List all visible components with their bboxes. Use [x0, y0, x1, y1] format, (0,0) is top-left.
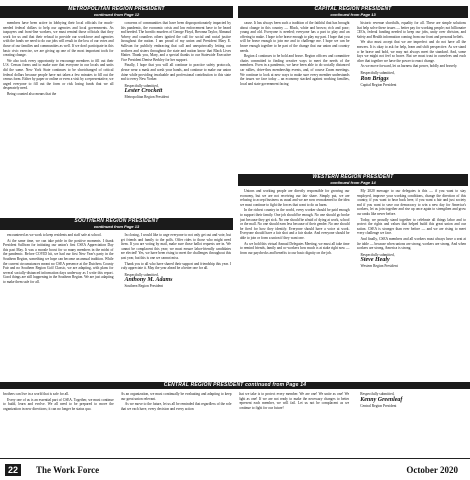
- section-continued: continued from Page 13: [93, 224, 140, 229]
- paragraph: Thank you to all who have shared their support and friendship this year. I truly appreciate it. May the year ahead be a better one for all.: [120, 261, 231, 271]
- paragraph: Unions and working people are directly responsible for growing our economy, but we are not receiving our fair share. Simply put, we are refusing to accept business as usual and we are now reawakened to the idea we must continue to fight the forces that want to do us harm.: [240, 189, 350, 207]
- signoff: Respectfully submitted,: [360, 252, 395, 257]
- paragraph: As we hold this virtual Annual Delegates Meeting, we must all take time to remind friends, family and co-workers how much is at stake right now — from our paychecks and benefits to our basic dignity on the job.: [240, 241, 350, 255]
- paragraph: As we move to the future, let us all be reminded that regardless of the role that we each have, every decision and every action: [120, 402, 232, 411]
- page-number: 22: [5, 464, 21, 476]
- signature-title: Metropolitan Region President: [124, 95, 169, 100]
- section-title: CAPITAL REGION PRESIDENT: [314, 6, 392, 12]
- article-column: [121, 233, 232, 377]
- paragraph: We also took every opportunity to encourage members to fill out their U.S. Census forms and to make sure that everyone in our locals and units did the same. New York State continues to be shortchanged of critical federal dollars because people have not taken a few minutes to fill out the census form. Either by paper or online or even a visit by a representative, we urged everyone to fill out the form or risk losing funds that we all desperately need.: [3, 58, 114, 91]
- paragraph: We also must accept that we are imperfect and do not have all the answers. It is okay to ask for help, learn and shift perspective. As we stand to be brave and bold, we may not always meet the standard. And, some days we might not feel so brave. But we must trust in ourselves and each other that together we have the power to enact change.: [356, 40, 466, 63]
- section-title: SOUTHERN REGION PRESIDENT: [74, 218, 159, 224]
- paragraph: Today, we proudly stand together to celebrate all things labor and to protect the rights and values that helped build this great union and our nation. CSEA is stronger than ever before — and we are rising to meet every challenge we face.: [356, 217, 466, 236]
- signature-title: Capital Region President: [360, 82, 397, 87]
- paragraph: In the richest country in the world, every worker should be paid enough to support their family. One job should be enough. No one should go broke just because they get sick. No one should be afraid of dying at work, school or the mall. No one should earn less because of their gender. No one should be fired for how they identify. Everyone should have a voice at work. Everyone should have a fair shot and a fair shake. And everyone should be able to join or form a union if they want one.: [240, 208, 350, 240]
- article-column: [3, 21, 114, 213]
- paragraph: Finally, I hope that you will all continue to practice safety protocols, please wear a mask and wash your hands, and continue to make our union shine while providing invaluable and professional contribution to this state and to every New Yorker.: [120, 63, 231, 82]
- publication-name: The Work Force: [36, 465, 100, 475]
- article-column: [239, 392, 350, 456]
- section-continued: continued from Page 13: [330, 12, 376, 17]
- article-column: [3, 233, 114, 377]
- paragraph: brothers can live in a world that is safe for all.: [3, 392, 70, 396]
- signature: Steve Healy: [360, 257, 390, 264]
- signoff: Respectfully submitted,: [124, 272, 159, 277]
- signoff: Respectfully submitted,: [360, 70, 395, 75]
- western-region-section: [238, 174, 468, 378]
- paragraph: historic revenue shortfalls, equality for all. These are simple solutions that help solve these issues — better pay for working people; not billionaire CEOs, federal funding needed to keep our jobs, unity over division, and Safety and Health information coming from our front and personal beliefs.: [356, 21, 466, 39]
- section-header: [0, 382, 470, 389]
- signature: Lester Crockett: [124, 88, 163, 95]
- section-header: [238, 6, 468, 18]
- paragraph: concerns of communities that have been disproportionately impacted by this pandemic, the economic crisis and law enforcement have to be heard and heeded. The horrific murders of George Floyd, Breonna Taylor, Ahmaud Arbery and countless others ignited the call for social and racial justice throughout the nation. I am proud of my union and President Mary E. Sullivan for publicly embracing that call and unequivocally letting our brothers and sisters throughout the state and nation know that Black Lives Matter. Thank you, Mary, and a special thanks to our Statewide Executive Vice President Denise Berkley for her support.: [120, 21, 231, 62]
- issue-date: October 2020: [406, 465, 458, 475]
- article-column: [121, 21, 232, 213]
- paragraph: Every one of us is an essential part of CSEA. Together, we must continue to build, learn and evolve. We all need to be prepared to move the organization in new directions; it can no longer be status quo.: [3, 397, 114, 411]
- section-title: CENTRAL REGION PRESIDENT continued from Page 14: [163, 382, 307, 388]
- article-column: [357, 21, 467, 169]
- article-column: [3, 392, 114, 456]
- paragraph: Region 4 continues to be bold and brave. Region officers and committee chairs committed to finding creative ways to meet the needs of the members. Even in a pandemic, we have been able to do socially distanced car rallies, drive-thru membership events, and, of course Zoom meetings. We continue to look at new ways to make sure every member understands the issues we face today – an economy stacked against working families, local and state government facing: [240, 54, 350, 86]
- signature: Ron Briggs: [360, 75, 389, 82]
- page-footer: [0, 458, 470, 480]
- southern-region-section: [0, 218, 233, 378]
- article-column: [240, 21, 350, 169]
- paragraph: As an organization, we must continually be evaluating and adapting to keep our great union relevant.: [120, 392, 232, 401]
- signature-title: Southern Region President: [124, 284, 164, 289]
- signature: Kenny Greenleaf: [360, 396, 403, 403]
- paragraph: that we take is to protect every member. We are one! We unite as one! We fight as one! If we are not ready to make the necessary changes to better represent each member, we will fail. Let us not be complacent as we continue to fight for our future!: [238, 392, 350, 410]
- paragraph: As we move forward, let us harness that power, boldly and bravely.: [360, 64, 458, 69]
- signoff: Respectfully submitted,: [124, 83, 159, 88]
- metropolitan-region-section: [0, 6, 233, 214]
- paragraph: cause. It has always been such a tradition of the faithful that has brought about change in this country — Black, white and brown; rich and poor; young and old. Everyone is needed; everyone has a part to play and an offering to make. I hope to be brave enough to play my part. I hope that you will be brave enough to join me and to challenge me. I hope we can be brave enough together to be part of the change that our union and country needs.: [240, 21, 350, 53]
- signature-title: Western Region President: [360, 264, 398, 269]
- section-continued: continued from Page 12: [93, 12, 140, 17]
- article-column: [356, 392, 467, 456]
- section-title: WESTERN REGION PRESIDENT: [312, 174, 394, 180]
- article-column: [357, 189, 467, 377]
- paragraph: In closing, I would like to urge everyone to not only get out and vote, but get friends and family to the polls. Offer rides to those who might need them. If you are voting by mail, make sure those ballot requests are in. We cannot be complacent this year; we must ensure labor-friendly candidates are elected! Yes, we have been rising to meet the challenges throughout this past year, but this is one we cannot miss.: [120, 233, 231, 260]
- paragraph: encountered as we work to keep residents and staff safe at school.: [7, 233, 102, 237]
- paragraph: At the same time, we can take pride in the positive moments. I thank President Sullivan for initiating our union's first CSEA Appreciation Day this past May. It was a morale boost for so many members in the midst of the pandemic. Before COVID hit, we had our first New Year's party in the Southern Region, something we hope can become an annual tradition. While the current circumstances meant no CSEA presence at the Dutchess County Fair and no Southern Region Golf Classic, we are adapting, with plans for several socially-distanced information days underway as I write this report. Good things are still happening in the Southern Region. We are just adapting to make them safe for all.: [3, 238, 114, 284]
- article-column: [240, 189, 350, 377]
- section-header: [0, 218, 233, 230]
- paragraph: Being counted also means that the: [7, 91, 57, 96]
- signoff: Respectfully submitted,: [360, 392, 395, 396]
- signature: Anthony M. Adams: [124, 277, 173, 284]
- section-continued: continued from Page 14: [330, 180, 376, 185]
- section-header: [238, 174, 468, 186]
- signature-title: Central Region President: [360, 403, 397, 408]
- paragraph: And finally, CSEA members and all workers must always have a seat at the table — because when unions are strong, workers are strong. And when workers are strong, America is strong.: [356, 236, 466, 251]
- central-region-section: [0, 382, 470, 457]
- section-header: [0, 6, 233, 18]
- paragraph: My 2020 message to our delegates is this — if you want to stay employed, improve your working conditions, change the direction of this country, if you want to hear back here, if you want a fair and just society and if you want to save our democracy to win a new day for America's workers, let us join together and rise up once again to strengthen and grow our ranks like never before.: [356, 189, 466, 216]
- article-column: [121, 392, 232, 456]
- capital-region-section: [238, 6, 468, 170]
- section-title: METROPOLITAN REGION PRESIDENT: [68, 6, 165, 12]
- paragraph: members have been active in lobbying their local officials for much-needed federal dollars to help our agencies and local governments. As taxpayers and front-line workers, we must remind those officials that they work for us and that their refusal to provide our workforce and agencies with the funds we need to do our jobs will result in the loss of our votes and those of our families and communities as well. If we don't participate in this basic civic exercise, we are giving up one of the most important tools for creating change.: [3, 21, 114, 58]
